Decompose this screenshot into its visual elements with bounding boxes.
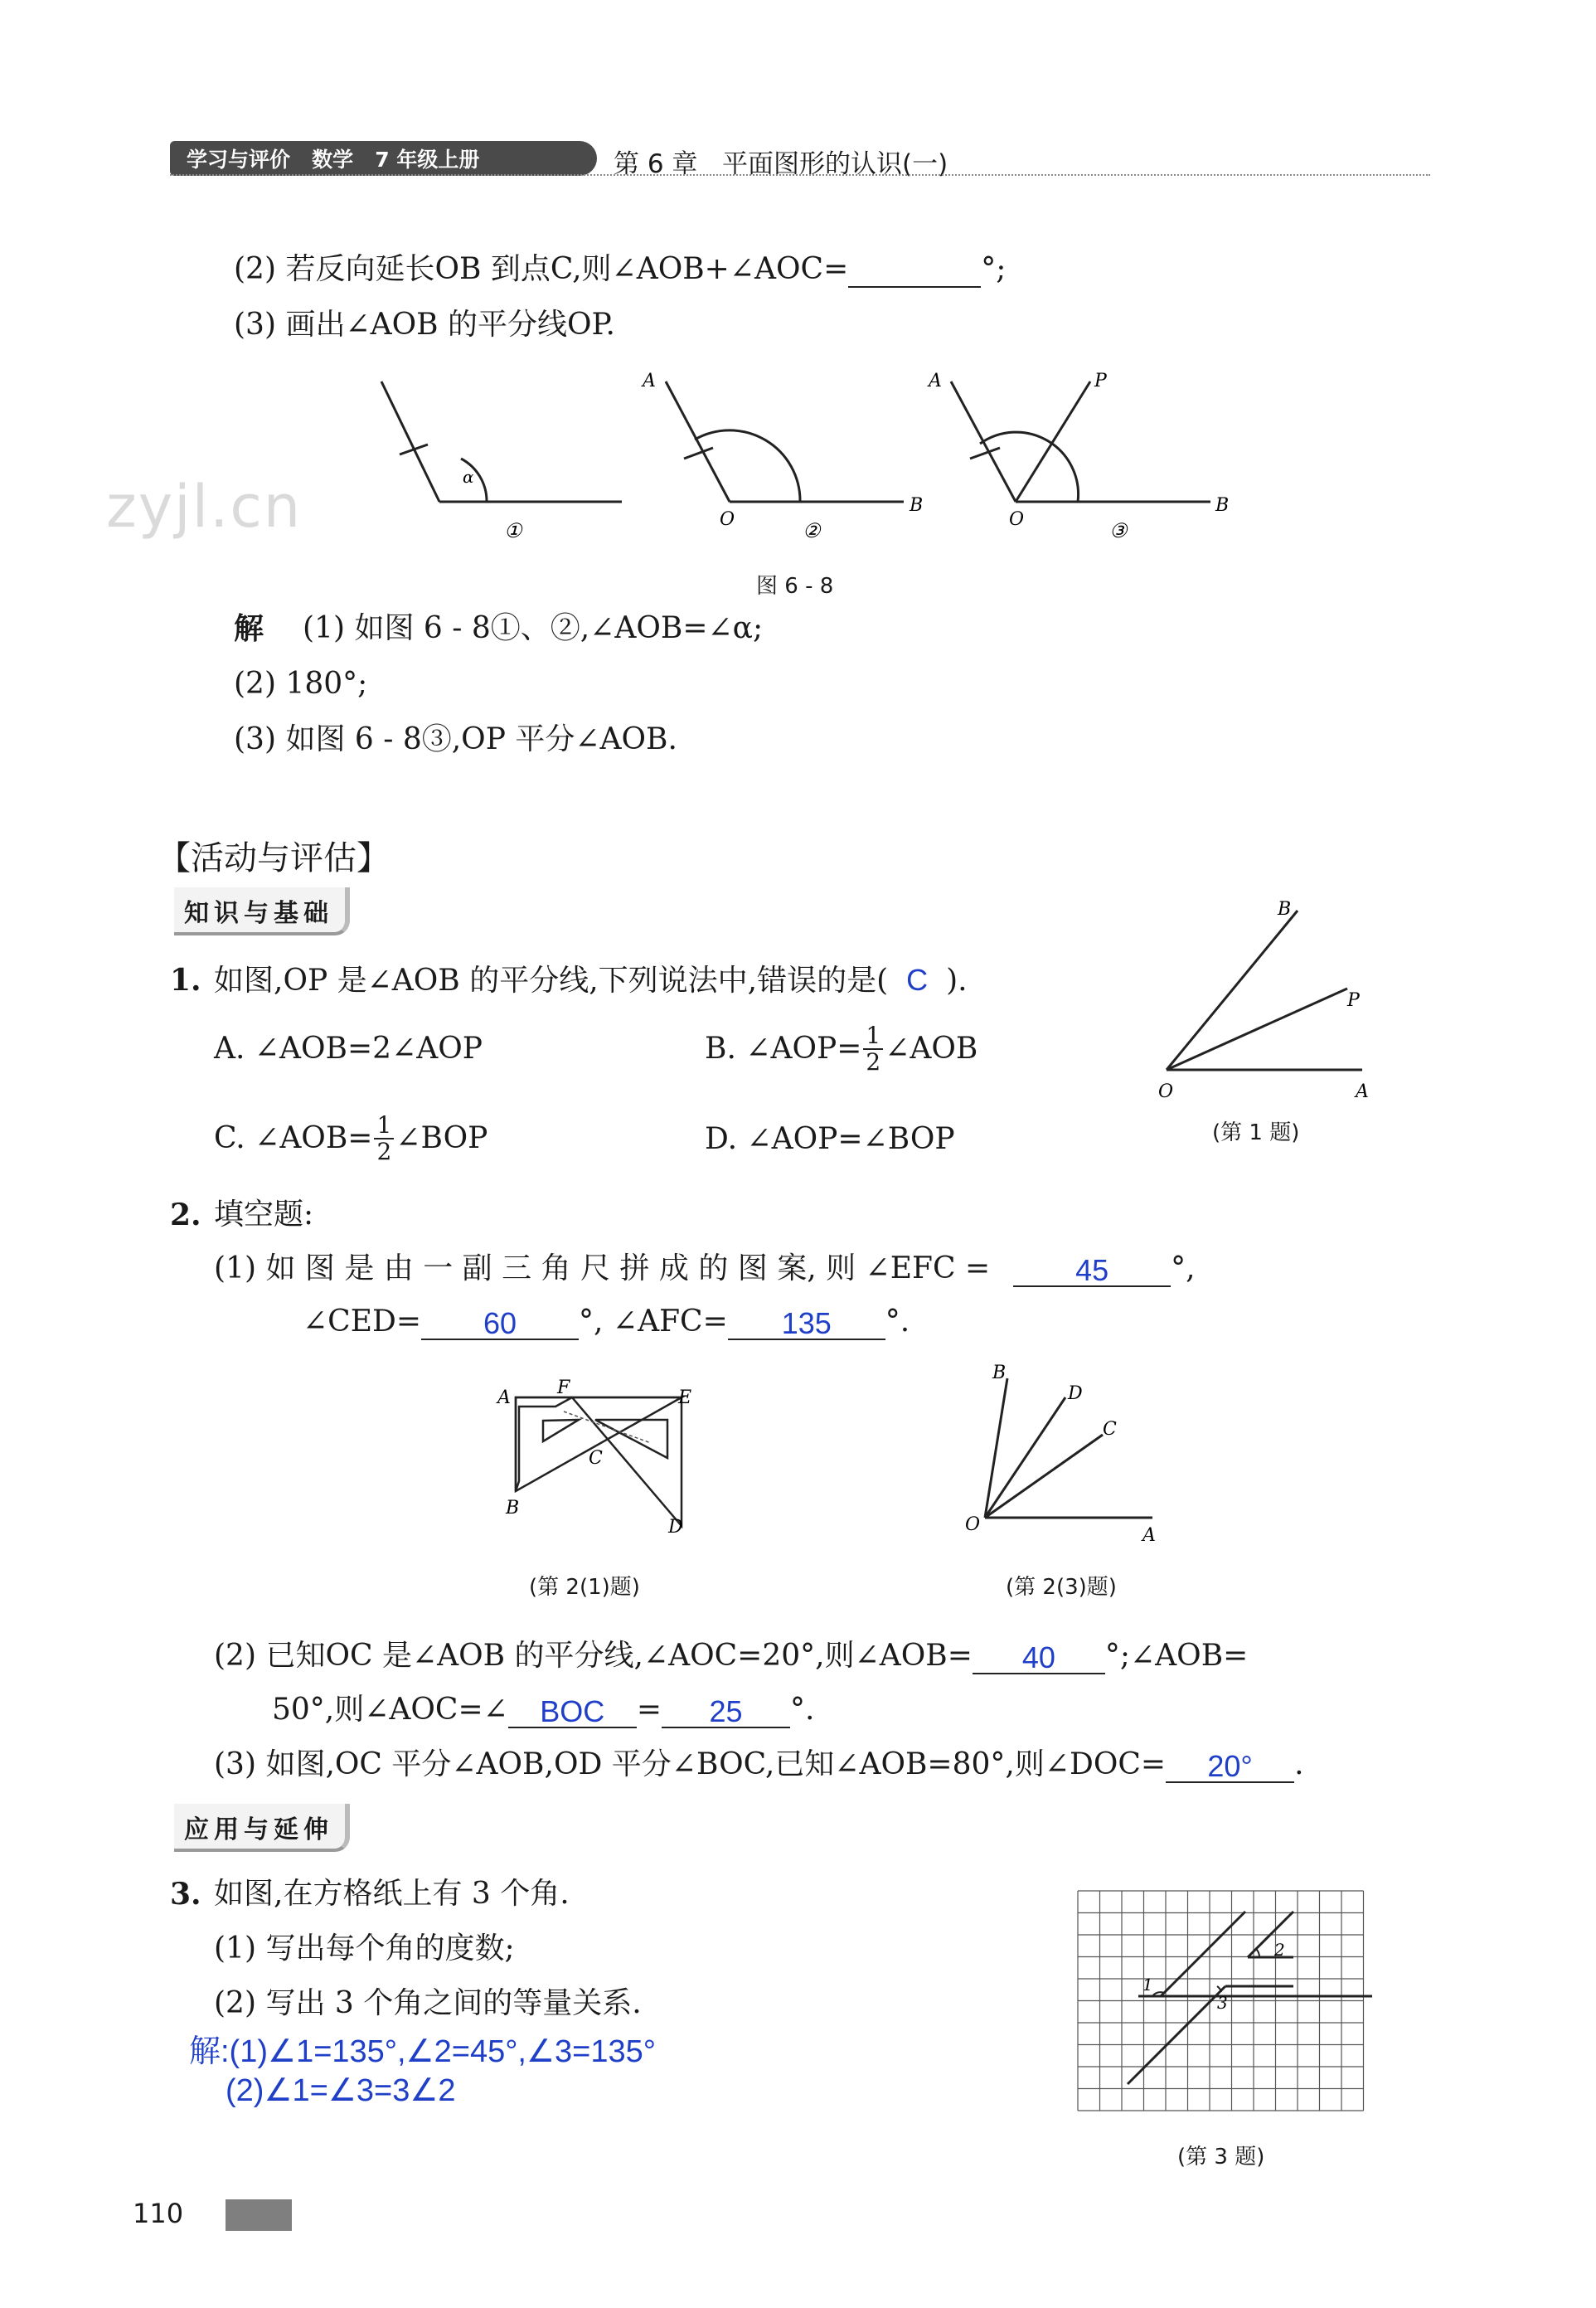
intro-q2: (2) 若反向延长OB 到点C,则∠AOB+∠AOC= °; [234,252,1007,286]
q3-sub2: (2) 写出 3 个角之间的等量关系. [214,1986,642,2020]
q2f1-label-e: E [678,1387,692,1408]
fig3-ray-p [1016,381,1090,502]
angle1-slant [1161,1912,1245,1996]
fig2-ray-a [666,381,730,502]
q1-ray-op [1167,989,1347,1070]
q1-option-c-fraction: $\frac{1}{2}$ [374,1113,394,1164]
ray-od [985,1397,1065,1518]
fig2-label-o: O [720,509,735,530]
solution-label: 解 [234,611,264,646]
q1-label-o: O [1158,1081,1174,1102]
q2-part3-caption: (第 2(3)题) [1006,1575,1117,1600]
ray-ob [985,1378,1007,1518]
q2-part3-text: (3) 如图,OC 平分∠AOB,OD 平分∠BOC,已知∠AOB=80°,则∠DOC= 20° . [214,1747,1304,1783]
q1-option-c: C. ∠AOB= $\frac{1}{2}$ ∠BOP [214,1111,488,1165]
q2f1-label-b: B [506,1498,520,1518]
q1-caption: (第 1 题) [1212,1120,1300,1145]
q3-sub1: (1) 写出每个角的度数; [214,1931,515,1965]
q2-part1-figure [481,1368,730,1543]
fig3-label-a: A [929,371,942,391]
q2f1-label-a: A [497,1387,511,1408]
q3-answer-line1: 解:(1)∠1=135°,∠2=45°,∠3=135° [189,2034,656,2069]
set-square-30-60 [516,1397,682,1491]
fig2-label-b: B [910,495,924,516]
book-title-banner: 学习与评价 数学 7 年级上册 [170,141,597,176]
page-number: 110 [133,2198,184,2229]
set-square-frame-a [516,1397,572,1491]
q2-blank-aob: 40 [973,1640,1105,1674]
q2-blank-doc: 20° [1166,1748,1294,1783]
q2-number: 2. [170,1198,201,1232]
intro-q3: (3) 画出∠AOB 的平分线OP. [234,308,615,342]
page-number-bar [226,2199,292,2231]
angle-1-label: 1 [1142,1975,1153,1995]
q2f3-label-o: O [965,1514,981,1535]
solution-1: (1) 如图 6 - 8①、②,∠AOB=∠α; [303,611,764,645]
solution-2: (2) 180°; [234,667,368,701]
q2-part1-caption: (第 2(1)题) [529,1575,640,1600]
chapter-title: 第 6 章 平面图形的认识(一) [614,149,948,179]
fig2-tick [684,448,713,459]
fig3-arc [980,432,1079,502]
q1-option-b: B. ∠AOP= $\frac{1}{2}$ ∠AOB [705,1022,978,1076]
q2-blank-boc: BOC [508,1693,637,1728]
q2-blank-25: 25 [662,1693,790,1728]
q2-part2-line2: 50°,则∠AOC=∠ BOC = 25 °. [272,1693,815,1728]
q3-grid-figure [1070,1883,1385,2115]
q1-ray-ob [1167,911,1298,1070]
badge-application-extension: 应用与延伸 [174,1804,350,1852]
fig1-sub-label: ① [504,519,522,542]
q2f3-label-a: A [1142,1525,1156,1546]
q1-label-a: A [1356,1081,1369,1102]
fig1-ray-up [381,381,439,502]
q2f3-label-c: C [1103,1419,1117,1440]
fig3-label-b: B [1215,495,1230,516]
q1-option-d: D. ∠AOP=∠BOP [705,1122,955,1156]
q2f3-label-d: D [1068,1383,1083,1404]
fig3-sub-label: ③ [1109,519,1128,542]
q2-blank-afc: 135 [728,1305,885,1340]
fig3-tick [970,448,1000,459]
q2-title: 填空题: [214,1198,314,1232]
q3-answer-line2: (2)∠1=∠3=3∠2 [226,2073,456,2108]
badge-knowledge-basics: 知识与基础 [174,887,350,935]
angle-3-label: 3 [1217,1993,1228,2013]
q1-number: 1. [170,963,201,998]
q2f1-label-d: D [668,1517,683,1538]
q1-label-b: B [1278,899,1292,920]
intro-q2-blank [848,253,981,288]
q1-answer: C [906,963,929,997]
q3-caption: (第 3 题) [1177,2145,1265,2170]
q2-part1-line2: ∠CED= 60 °, ∠AFC= 135 °. [303,1305,910,1340]
set-square-inner-a [543,1420,579,1441]
figure-6-8 [348,357,1244,556]
fig2-sub-label: ② [803,519,821,542]
fig1-alpha: α [463,467,474,487]
q1-option-b-fraction: $\frac{1}{2}$ [863,1023,883,1075]
q2f1-label-c: C [589,1448,603,1469]
q1-option-a: A. ∠AOB=2∠AOP [214,1032,483,1066]
fig2-label-a: A [643,371,656,391]
angle-2-label: 2 [1274,1940,1285,1960]
q2-part2-line1: (2) 已知OC 是∠AOB 的平分线,∠AOC=20°,则∠AOB= 40 °;∠AOB= [214,1639,1249,1674]
q2-part3-figure [953,1352,1177,1551]
figure-6-8-caption: 图 6 - 8 [756,574,834,599]
q2-part1-line1: (1) 如 图 是 由 一 副 三 角 尺 拼 成 的 图 案, 则 ∠EFC = 45 °, [214,1251,1196,1287]
watermark: zyjl.cn [106,473,303,541]
q1-label-p: P [1347,990,1360,1011]
q1-stem: 如图,OP 是∠AOB 的平分线,下列说法中,错误的是( C ). [214,963,968,998]
solution-3: (3) 如图 6 - 8③,OP 平分∠AOB. [234,722,677,756]
fig3-label-o: O [1009,509,1025,530]
q2-blank-efc: 45 [1013,1252,1171,1287]
ray-oc [985,1435,1103,1518]
q2f3-label-b: B [992,1363,1007,1383]
section-title: 【活动与评估】 [158,839,390,877]
q3-number: 3. [170,1877,201,1912]
header-divider [170,174,1430,176]
q2f1-label-f: F [557,1378,570,1398]
q3-stem: 如图,在方格纸上有 3 个角. [214,1877,570,1911]
q2-blank-ced: 60 [421,1305,579,1340]
q1-figure [1140,896,1389,1111]
fig3-label-p: P [1094,371,1107,391]
